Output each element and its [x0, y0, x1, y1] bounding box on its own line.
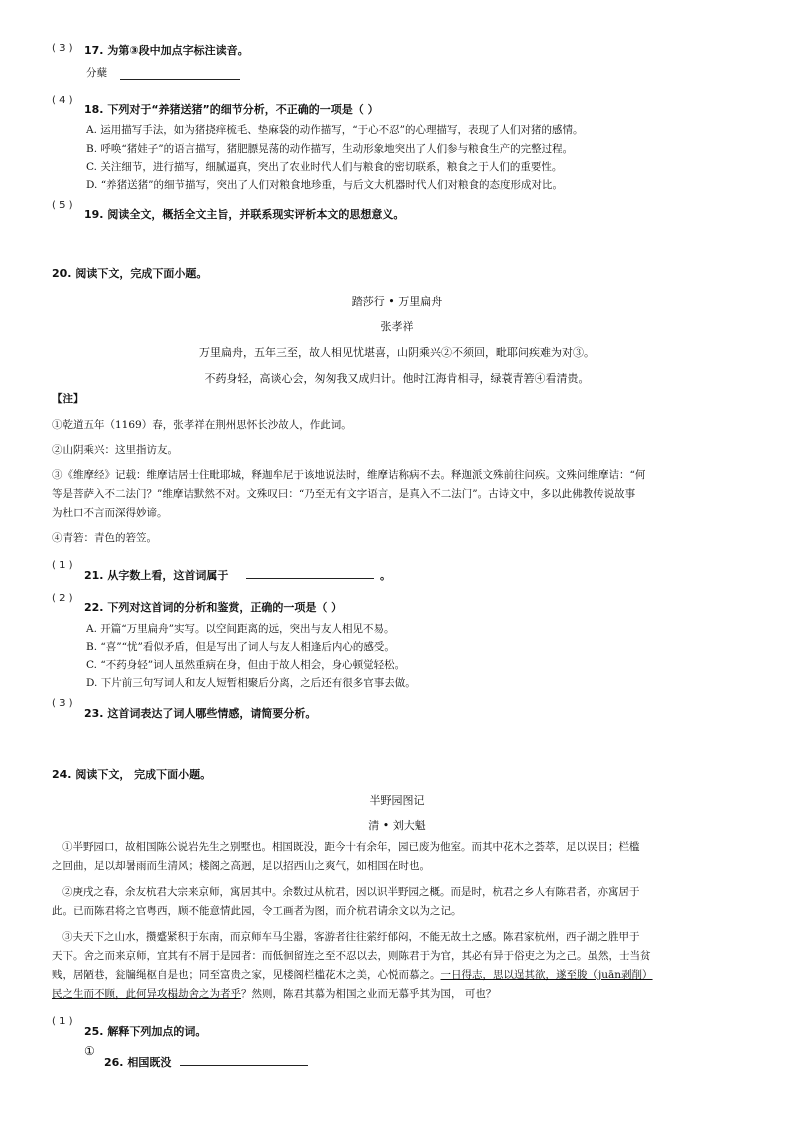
poem-author: 张孝祥	[380, 320, 414, 333]
note-3-line-3: 为杜口不言而深得妙谛。	[52, 507, 168, 519]
notes-heading: 【注】	[52, 393, 84, 405]
note-1: ①乾道五年（1169）春，张孝祥在荆州思怀长沙故人，作此词。	[52, 419, 352, 431]
answer-blank[interactable]	[180, 1064, 308, 1066]
question-17: 17. 为第③段中加点字标注读音。	[84, 44, 249, 57]
essay-title: 半野园图记	[369, 794, 425, 807]
question-25: 25. 解释下列加点的词。	[84, 1025, 207, 1038]
note-3-line-2: 等是菩萨入不二法门？”维摩诘默然不对。文殊叹曰：“乃至无有文字语言，是真入不二法门”。古诗文中，多以此佛教传说故事	[52, 488, 636, 500]
sub-number: ( 4 )	[52, 95, 73, 106]
option-b: B. “喜”“忧”看似矛盾，但是写出了词人与友人相逢后内心的感受。	[86, 641, 395, 653]
question-18: 18. 下列对于“养猪送猪”的细节分析，不正确的一项是（ ）	[84, 103, 379, 116]
paragraph-3-text: 贱，居陋巷，瓮牖绳枢自是也；同至富贵之家，见楼阁栏槛花木之美，心悦而慕之。	[52, 969, 441, 981]
sub-number: ( 1 )	[52, 560, 73, 571]
note-2: ②山阴乘兴：这里指访友。	[52, 444, 178, 456]
option-b: B. 呼唤“猪娃子”的语言描写，猪肥膘晃荡的动作描写，生动形象地突出了人们参与粮食生产的完整过程。	[86, 143, 574, 155]
question-24-heading: 24. 阅读下文， 完成下面小题。	[52, 768, 212, 781]
sub-number: ( 5 )	[52, 200, 73, 211]
paragraph-3-line-4	[52, 989, 496, 1000]
circled-number: ①	[84, 1044, 95, 1058]
answer-blank[interactable]	[120, 78, 240, 80]
paragraph-2-line-1: ②庚戌之春，余友杭君大宗来京师，寓居其中。余数过从杭君，因以识半野园之概。而是时，杭君之乡人有陈君者，亦寓居于	[62, 886, 640, 898]
note-4: ④青箬：青色的箬笠。	[52, 532, 157, 544]
question-23: 23. 这首词表达了词人哪些情感，请简要分析。	[84, 707, 317, 720]
option-c: C. “不药身轻”词人虽然重病在身，但由于故人相会，身心顿觉轻松。	[86, 659, 406, 671]
question-21: 21. 从字数上看，这首词属于	[84, 569, 229, 582]
sub-number: ( 1 )	[52, 1016, 73, 1027]
option-c: C. 关注细节，进行描写，细腻逼真，突出了农业时代人们与粮食的密切联系，粮食之于人们的重要性。	[86, 161, 563, 173]
sub-number: ( 3 )	[52, 698, 73, 709]
poem-title: 踏莎行 • 万里扁舟	[351, 295, 443, 308]
paragraph-3-text: ？然则，陈君其慕为相国之业而无慕乎其为国， 可也？	[241, 988, 497, 1000]
option-a: A. 开篇“万里扁舟”实写。以空间距离的远，突出与友人相见不易。	[86, 623, 395, 635]
paragraph-3-line-2: 天下。舍之而来京师，宜其有不屑于是园者：而低徊留连之至不忍以去，则陈君于为官，其必有异于俗吏之为之己。虽然，士当贫	[52, 950, 651, 962]
underlined-sentence: 民之生而不顾，此何异攻榻劫舍之为者乎	[52, 988, 241, 1000]
question-19: 19. 阅读全文，概括全文主旨，并联系现实评析本文的思想意义。	[84, 208, 405, 221]
essay-author: 清 • 刘大魁	[368, 819, 426, 832]
option-d: D. 下片前三句写词人和友人短暂相聚后分离，之后还有很多官事去做。	[86, 677, 416, 689]
paragraph-3-line-3	[52, 970, 653, 981]
paragraph-2-line-2: 此。已而陈君将之官粤西，顾不能意情此园，令工画者为图，而介杭君请余文以为之记。	[52, 905, 462, 917]
question-26: 26. 相国既没	[104, 1056, 172, 1069]
question-21-end: 。	[380, 569, 391, 582]
paragraph-3-line-1: ③夫天下之山水，攒蹙紧积于东南，而京师车马尘嚣，客游者往往萦纡郁闷，不能无故土之感。陈君家杭州，西子湖之胜甲于	[62, 931, 640, 943]
underlined-sentence: 一日得志，思以逞其欲，遂至朘（juān剥削）	[440, 969, 653, 981]
sub-number: ( 3 )	[52, 43, 73, 54]
sub-number: ( 2 )	[52, 593, 73, 604]
option-a: A. 运用描写手法，如为猪挠痒梳毛、垫麻袋的动作描写，“于心不忍”的心理描写，表现了人们对猪的感情。	[86, 124, 584, 136]
paragraph-1-line-2: 之回曲，足以却暑雨而生清风；楼阁之高迥，足以招西山之爽气，如相国在时也。	[52, 860, 430, 872]
paragraph-1-line-1: ①半野园口，故相国陈公说岩先生之别墅也。相国既没，距今十有余年，园已废为他室。而其中花木之荟萃，足以误目；栏槛	[62, 841, 640, 853]
question-22: 22. 下列对这首词的分析和鉴赏，正确的一项是（ ）	[84, 601, 343, 614]
word-fenlan: 分蘖	[86, 67, 107, 79]
question-20-heading: 20. 阅读下文，完成下面小题。	[52, 267, 208, 280]
poem-line-2: 不药身轻，高谈心会，匆匆我又成归计。他时江海肯相寻，绿蓑青箬④看清贵。	[204, 372, 590, 385]
poem-line-1: 万里扁舟，五年三至，故人相见忧堪喜，山阴乘兴②不须回，毗耶问疾难为对③。	[199, 346, 595, 359]
answer-blank[interactable]	[246, 577, 374, 579]
note-3-line-1: ③《维摩经》记载：维摩诘居士住毗耶城，释迦牟尼于该地说法时，维摩诘称病不去。释迦派文殊前往问疾。文殊问维摩诘：“何	[52, 469, 646, 481]
option-d: D. “养猪送猪”的细节描写，突出了人们对粮食地珍重，与后文大机器时代人们对粮食的态度形成对比。	[86, 179, 563, 191]
